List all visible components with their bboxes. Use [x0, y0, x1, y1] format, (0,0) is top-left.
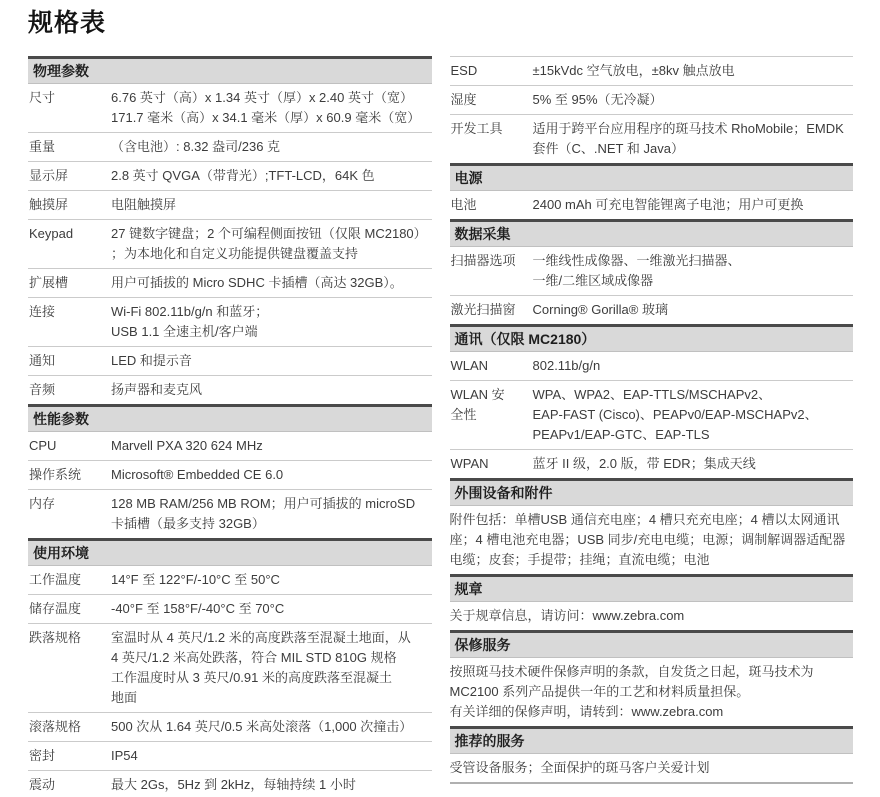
spec-value-line: 电阻触摸屏	[111, 197, 177, 212]
spec-value-line: 14°F 至 122°F/-10°C 至 50°C	[111, 572, 280, 587]
spec-value	[450, 758, 854, 778]
spec-label-line: 开发工具	[450, 121, 503, 136]
spec-value	[111, 137, 432, 157]
spec-row	[450, 295, 854, 324]
spec-value	[533, 251, 854, 291]
spec-label	[450, 61, 533, 81]
spec-value-line: Corning® Gorilla® 玻璃	[532, 302, 668, 317]
section-header: 保修服务	[450, 630, 854, 658]
spec-label-line: WPAN	[450, 456, 489, 471]
spec-label-line: 电池	[450, 197, 477, 212]
spec-row	[28, 432, 432, 460]
spec-value-line: 128 MB RAM/256 MB ROM；用户可插拔的 microSD	[111, 496, 416, 511]
spec-row	[28, 594, 432, 623]
spec-row	[28, 132, 432, 161]
spec-value-line: 5% 至 95%（无冷凝）	[532, 92, 663, 107]
spec-label-line: WLAN 安	[450, 387, 505, 402]
spec-value	[111, 494, 432, 534]
spec-label	[28, 351, 111, 371]
spec-label-line: 震动	[29, 777, 56, 792]
spec-section	[28, 538, 432, 797]
spec-label	[450, 195, 533, 215]
spec-value-line: 2400 mAh 可充电智能锂离子电池；用户可更换	[532, 197, 804, 212]
spec-label	[450, 251, 533, 291]
spec-row	[28, 375, 432, 404]
spec-row	[450, 114, 854, 163]
spec-row	[28, 84, 432, 132]
spec-value	[111, 436, 432, 456]
spec-value-line: ；为本地化和自定义功能提供键盘覆盖支持	[111, 246, 359, 261]
spec-label	[28, 746, 111, 766]
spec-label	[28, 717, 111, 737]
section-header: 数据采集	[450, 219, 854, 247]
spec-value	[533, 300, 854, 320]
spec-columns	[28, 56, 853, 797]
spec-value	[111, 465, 432, 485]
spec-row	[28, 190, 432, 219]
spec-label-line: 连接	[29, 304, 56, 319]
spec-value-line: 室温时从 4 英尺/1.2 米的高度跌落至混凝土地面，从	[111, 630, 411, 645]
spec-label-line: 储存温度	[29, 601, 82, 616]
spec-label-line: 显示屏	[29, 168, 69, 183]
spec-row	[28, 566, 432, 594]
spec-label	[28, 380, 111, 400]
section-header: 电源	[450, 163, 854, 191]
spec-section	[450, 478, 854, 574]
spec-value-line: ±15kVdc 空气放电，±8kv 触点放电	[532, 63, 735, 78]
spec-value	[111, 717, 432, 737]
spec-section	[28, 56, 432, 404]
spec-value	[111, 224, 432, 264]
spec-value-line: 用户可插拔的 Micro SDHC 卡插槽（高达 32GB）。	[111, 275, 403, 290]
spec-label	[450, 90, 533, 110]
spec-label-line: 激光扫描窗	[450, 302, 516, 317]
spec-label	[28, 195, 111, 215]
spec-value-line: 地面	[111, 690, 138, 705]
spec-label-line: 内存	[29, 496, 56, 511]
spec-value-line: Microsoft® Embedded CE 6.0	[111, 467, 284, 482]
spec-value-line: 附件包括：单槽USB 通信充电座；4 槽只充充电座；4 槽以太网通讯座；4 槽电池充电器；USB 同步/充电电缆；电源；调制解调器适配器电缆；皮套；手提带；挂绳；直流电缆；电池	[449, 512, 846, 567]
spec-value-line: PEAPv1/EAP-GTC、EAP-TLS	[532, 427, 710, 442]
spec-label	[28, 137, 111, 157]
spec-label-line: 通知	[29, 353, 56, 368]
spec-label	[28, 88, 111, 128]
section-header: 推荐的服务	[450, 726, 854, 754]
spec-value	[111, 273, 432, 293]
spec-value	[450, 606, 854, 626]
spec-label-line: 扫描器选项	[450, 253, 516, 268]
spec-label	[28, 465, 111, 485]
section-header: 使用环境	[28, 538, 432, 566]
spec-section	[450, 56, 854, 163]
spec-label-line: 湿度	[450, 92, 477, 107]
spec-label-line: 重量	[29, 139, 56, 154]
spec-value	[450, 662, 854, 722]
spec-row	[28, 161, 432, 190]
spec-value	[533, 119, 854, 159]
spec-label-line: 密封	[29, 748, 56, 763]
spec-value	[450, 510, 854, 570]
section-header: 通讯（仅限 MC2180）	[450, 324, 854, 352]
spec-value	[533, 90, 854, 110]
spec-value-line: 4 英尺/1.2 米高处跌落，符合 MIL STD 810G 规格	[111, 650, 397, 665]
spec-label	[450, 385, 533, 445]
spec-value-line: 关于规章信息，请访问：www.zebra.com	[449, 608, 685, 623]
page-title: 规格表	[28, 9, 107, 37]
spec-value	[111, 166, 432, 186]
spec-label	[28, 224, 111, 264]
spec-value-line: 171.7 毫米（高）x 34.1 毫米（厚）x 60.9 毫米（宽）	[111, 110, 421, 125]
spec-label-line: 尺寸	[29, 90, 56, 105]
spec-row	[450, 247, 854, 295]
spec-row	[450, 56, 854, 85]
spec-value-line: 一维/二维区域成像器	[532, 273, 654, 288]
spec-value	[111, 351, 432, 371]
spec-value-line: （含电池）: 8.32 盎司/236 克	[111, 139, 281, 154]
spec-row	[28, 268, 432, 297]
spec-column-right	[450, 56, 854, 784]
spec-value-line: LED 和提示音	[111, 353, 192, 368]
spec-label-line: WLAN	[450, 358, 489, 373]
spec-row	[28, 712, 432, 741]
spec-row	[450, 602, 854, 630]
spec-value-line: 27 键数字键盘；2 个可编程侧面按钮（仅限 MC2180）	[111, 226, 427, 241]
spec-label-line: 全性	[450, 407, 477, 422]
spec-row	[450, 85, 854, 114]
spec-value-line: IP54	[111, 748, 138, 763]
spec-row	[450, 754, 854, 782]
spec-label	[28, 775, 111, 795]
spec-row	[28, 460, 432, 489]
spec-label-line: 跌落规格	[29, 630, 82, 645]
spec-value	[533, 195, 854, 215]
spec-label	[28, 166, 111, 186]
spec-value	[111, 88, 432, 128]
spec-row	[450, 506, 854, 574]
spec-label	[28, 599, 111, 619]
spec-label	[28, 628, 111, 708]
spec-section	[450, 219, 854, 324]
spec-column-left	[28, 56, 432, 797]
spec-value	[111, 195, 432, 215]
spec-section	[450, 163, 854, 219]
section-header: 外围设备和附件	[450, 478, 854, 506]
spec-label-line: 工作温度	[29, 572, 82, 587]
spec-value	[111, 302, 432, 342]
spec-value-line: -40°F 至 158°F/-40°C 至 70°C	[111, 601, 285, 616]
spec-label-line: CPU	[29, 438, 57, 453]
spec-value-line: 蓝牙 II 级，2.0 版，带 EDR；集成天线	[532, 456, 756, 471]
spec-value	[111, 380, 432, 400]
spec-section	[450, 726, 854, 784]
spec-label-line: 扩展槽	[29, 275, 69, 290]
spec-value-line: 工作温度时从 3 英尺/0.91 米的高度跌落至混凝土	[111, 670, 392, 685]
spec-section	[28, 404, 432, 538]
spec-label	[28, 302, 111, 342]
spec-value	[533, 61, 854, 81]
spec-label	[28, 273, 111, 293]
spec-label	[28, 436, 111, 456]
spec-label	[28, 494, 111, 534]
spec-value	[533, 385, 854, 445]
spec-section	[450, 324, 854, 478]
spec-row	[28, 489, 432, 538]
spec-value-line: 最大 2Gs，5Hz 到 2kHz，每轴持续 1 小时	[111, 777, 356, 792]
spec-label	[450, 119, 533, 159]
section-header: 物理参数	[28, 56, 432, 84]
spec-value-line: 有关详细的保修声明，请转到：www.zebra.com	[449, 704, 724, 719]
spec-value	[533, 454, 854, 474]
spec-row	[450, 380, 854, 449]
spec-value	[111, 628, 432, 708]
spec-value	[111, 599, 432, 619]
spec-value-line: 扬声器和麦克风	[111, 382, 203, 397]
spec-value-line: EAP-FAST (Cisco)、PEAPv0/EAP-MSCHAPv2、	[532, 407, 818, 422]
spec-value	[111, 570, 432, 590]
spec-label-line: 操作系统	[29, 467, 82, 482]
spec-row	[28, 219, 432, 268]
spec-row	[28, 770, 432, 797]
spec-row	[28, 346, 432, 375]
section-header: 性能参数	[28, 404, 432, 432]
spec-value-line: 套件（C、.NET 和 Java）	[532, 141, 684, 156]
spec-row	[450, 352, 854, 380]
spec-value-line: Wi-Fi 802.11b/g/n 和蓝牙；	[111, 304, 269, 319]
spec-value-line: 卡插槽（最多支持 32GB）	[111, 516, 265, 531]
spec-row	[28, 297, 432, 346]
spec-label	[450, 356, 533, 376]
spec-label-line: Keypad	[29, 226, 74, 241]
spec-value	[111, 746, 432, 766]
spec-value-line: 2.8 英寸 QVGA（带背光）;TFT-LCD，64K 色	[111, 168, 375, 183]
spec-label	[28, 570, 111, 590]
spec-label-line: ESD	[450, 63, 478, 78]
section-header: 规章	[450, 574, 854, 602]
spec-value-line: WPA、WPA2、EAP-TTLS/MSCHAPv2、	[532, 387, 772, 402]
spec-value-line: 受管设备服务；全面保护的斑马客户关爱计划	[449, 760, 710, 775]
spec-label-line: 触摸屏	[29, 197, 69, 212]
spec-value-line: 一维线性成像器、一维激光扫描器、	[532, 253, 741, 268]
spec-value-line: 适用于跨平台应用程序的斑马技术 RhoMobile；EMDK	[532, 121, 844, 136]
spec-section	[450, 574, 854, 630]
spec-section	[450, 630, 854, 726]
spec-label	[450, 300, 533, 320]
spec-value-line: 按照斑马技术硬件保修声明的条款，自发货之日起，斑马技术为 MC2100 系列产品提供一年的工艺和材料质量担保。	[449, 664, 814, 699]
spec-value-line: Marvell PXA 320 624 MHz	[111, 438, 263, 453]
spec-value-line: 802.11b/g/n	[532, 358, 601, 373]
spec-value	[111, 775, 432, 795]
spec-label-line: 滚落规格	[29, 719, 82, 734]
spec-row	[450, 658, 854, 726]
spec-value-line: USB 1.1 全速主机/客户端	[111, 324, 258, 339]
spec-label-line: 音频	[29, 382, 56, 397]
spec-row	[450, 449, 854, 478]
spec-row	[28, 741, 432, 770]
spec-value	[533, 356, 854, 376]
spec-value-line: 500 次从 1.64 英尺/0.5 米高处滚落（1,000 次撞击）	[111, 719, 413, 734]
spec-label	[450, 454, 533, 474]
spec-row	[28, 623, 432, 712]
spec-row	[450, 191, 854, 219]
spec-value-line: 6.76 英寸（高）x 1.34 英寸（厚）x 2.40 英寸（宽）	[111, 90, 413, 105]
